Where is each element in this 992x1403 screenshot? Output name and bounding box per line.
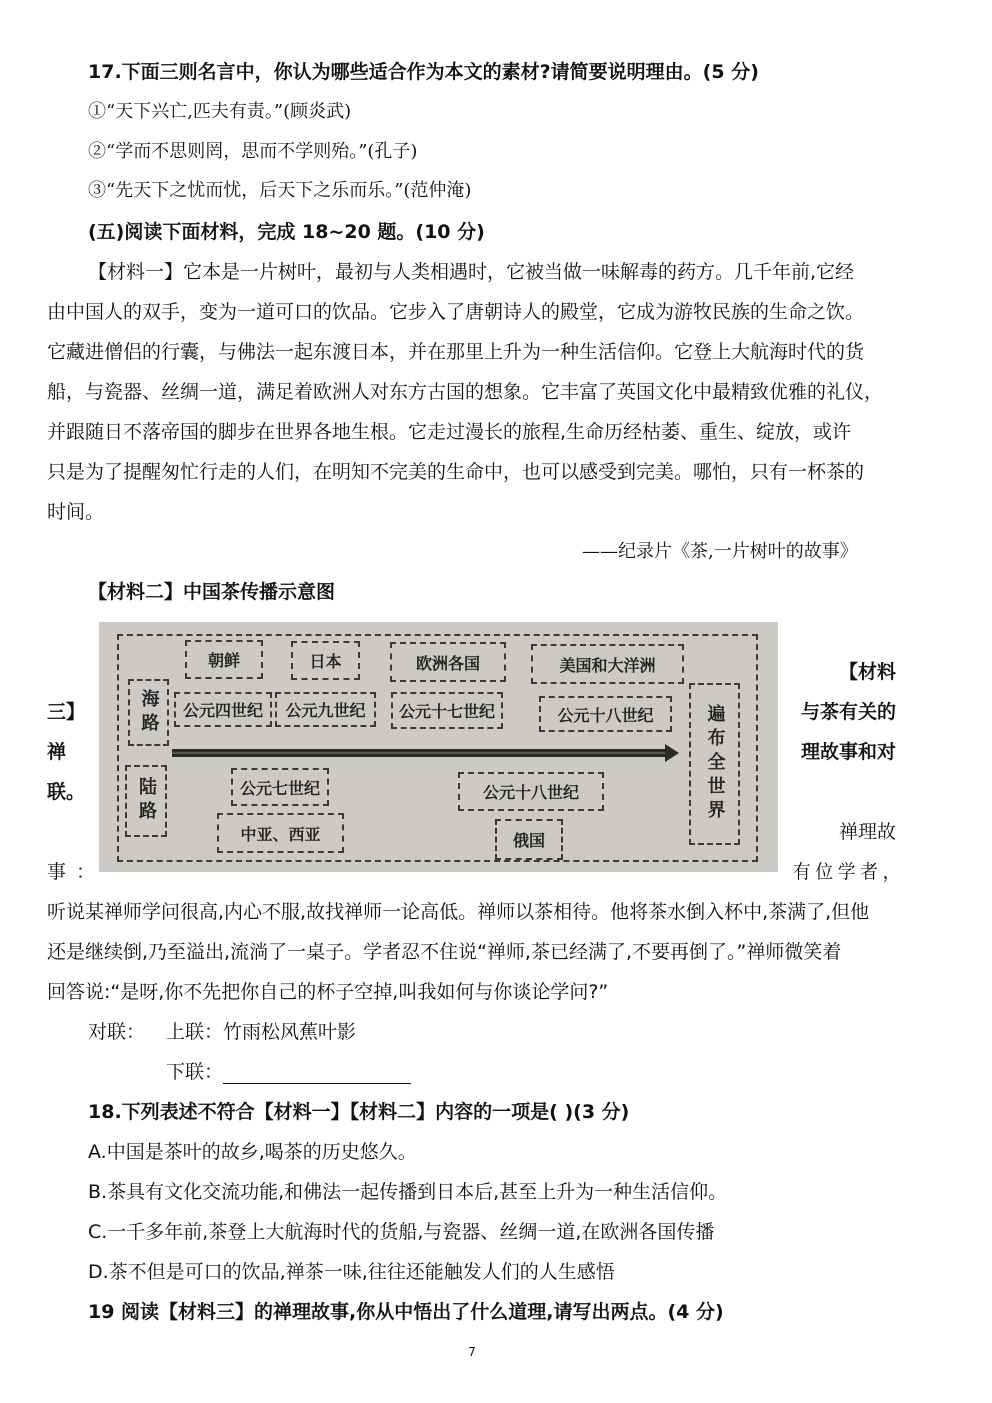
land-place-russia: 俄国 xyxy=(495,819,563,860)
land-place-central-west-asia: 中亚、西亚 xyxy=(217,813,344,853)
tea-spread-diagram xyxy=(99,622,778,872)
material1-line: 【材料一】它本是一片树叶，最初与人类相遇时，它被当做一味解毒的药方。几千年前,它经 xyxy=(88,261,855,283)
material3-heading-part1: 【材料 xyxy=(838,661,896,683)
material1-line: 它藏进僧侣的行囊，与佛法一起东渡日本，并在那里上升为一种生活信仰。它登上大航海时代的货 xyxy=(47,341,865,363)
sea-time-9th-century: 公元九世纪 xyxy=(275,692,376,727)
sea-place-europe: 欧洲各国 xyxy=(390,642,506,682)
q18-option-c: C.一千多年前,茶登上大航海时代的货船,与瓷器、丝绸一道,在欧洲各国传播 xyxy=(88,1221,715,1243)
material3-desc-part1: 与茶有关的 xyxy=(800,701,896,723)
material3-heading-part2: 三】 xyxy=(47,701,86,723)
material1-line: 并跟随日不落帝国的脚步在世界各地生根。它走过漫长的旅程,生命历经枯萎、重生、绽放，或许 xyxy=(47,421,852,443)
material3-desc-part4: 联。 xyxy=(47,781,86,803)
material1-line: 由中国人的双手，变为一道可口的饮品。它步入了唐朝诗人的殿堂，它成为游牧民族的生命之饮。 xyxy=(47,301,865,323)
sea-time-4th-century: 公元四世纪 xyxy=(174,692,272,727)
sea-time-18th-century: 公元十八世纪 xyxy=(539,696,672,732)
couplet-label: 对联： xyxy=(88,1021,146,1043)
material3-desc-part3: 理故事和对 xyxy=(800,741,896,763)
couplet-lower-label: 下联： xyxy=(166,1061,224,1083)
sea-place-america-oceania: 美国和大洋洲 xyxy=(531,644,684,684)
q17-quote-1: ①“天下兴亡,匹夫有责。”(顾炎武) xyxy=(88,101,352,122)
arrow-head-icon xyxy=(665,744,679,762)
destination-worldwide: 遍布全世界 xyxy=(689,683,740,845)
q18-question: 18.下列表述不符合【材料一】【材料二】内容的一项是( )(3 分) xyxy=(88,1101,630,1123)
story-line: 还是继续倒,乃至溢出,流淌了一桌子。学者忍不住说“禅师,茶已经满了,不要再倒了。”禅师微笑着 xyxy=(47,941,842,963)
q17-quote-2: ②“学而不思则罔，思而不学则殆。”(孔子) xyxy=(88,141,418,162)
couplet-upper xyxy=(166,1020,356,1044)
couplet-upper-text: 竹雨松风蕉叶影 xyxy=(223,1021,357,1043)
sea-place-japan: 日本 xyxy=(291,641,360,680)
q19-question: 19 阅读【材料三】的禅理故事,你从中悟出了什么道理,请写出两点。(4 分) xyxy=(88,1301,724,1323)
story-label-part2: 事： xyxy=(47,861,106,883)
story-line: 回答说:“是呀,你不先把你自己的杯子空掉,叫我如何与你谈论学问?” xyxy=(47,981,609,1003)
couplet-lower-answer-blank[interactable] xyxy=(223,1065,411,1084)
sea-time-17th-century: 公元十七世纪 xyxy=(391,692,503,729)
q18-option-d: D.茶不但是可口的饮品,禅茶一味,往往还能触发人们的人生感悟 xyxy=(88,1261,615,1283)
story-line: 听说某禅师学问很高,内心不服,故找禅师一论高低。禅师以茶相待。他将茶水倒入杯中,茶满了,但他 xyxy=(47,901,870,923)
sea-route-label: 海路 xyxy=(128,679,169,746)
material1-source: ——纪录片《茶,一片树叶的故事》 xyxy=(582,541,858,562)
story-line-start: 有位学者， xyxy=(793,861,905,883)
material1-line: 只是为了提醒匆忙行走的人们，在明知不完美的生命中，也可以感受到完美。哪怕，只有一杯茶的 xyxy=(47,461,865,483)
q18-option-b: B.茶具有文化交流功能,和佛法一起传播到日本后,甚至上升为一种生活信仰。 xyxy=(88,1181,728,1203)
q18-option-a: A.中国是茶叶的故乡,喝茶的历史悠久。 xyxy=(88,1141,417,1163)
material3-desc-part2: 禅 xyxy=(47,741,67,763)
story-label-part1: 禅理故 xyxy=(838,821,896,843)
land-time-7th-century: 公元七世纪 xyxy=(231,768,329,806)
q17-question: 17.下面三则名言中，你认为哪些适合作为本文的素材?请简要说明理由。(5 分) xyxy=(88,61,759,83)
material2-heading: 【材料二】中国茶传播示意图 xyxy=(88,581,336,603)
q17-quote-3: ③“先天下之忧而忧，后天下之乐而乐。”(范仲淹) xyxy=(88,180,472,201)
material1-line: 时间。 xyxy=(47,501,105,523)
sea-place-korea: 朝鲜 xyxy=(185,640,263,679)
page-number: 7 xyxy=(468,1345,476,1359)
section-heading: (五)阅读下面材料，完成 18~20 题。(10 分) xyxy=(88,221,485,243)
land-route-label: 陆路 xyxy=(125,765,167,837)
land-time-18th-century: 公元十八世纪 xyxy=(458,772,604,811)
timeline-arrow xyxy=(172,749,672,757)
couplet-lower xyxy=(166,1060,411,1084)
couplet-upper-label: 上联： xyxy=(166,1021,224,1043)
material1-line: 船，与瓷器、丝绸一道，满足着欧洲人对东方古国的想象。它丰富了英国文化中最精致优雅的礼仪， xyxy=(47,381,884,403)
